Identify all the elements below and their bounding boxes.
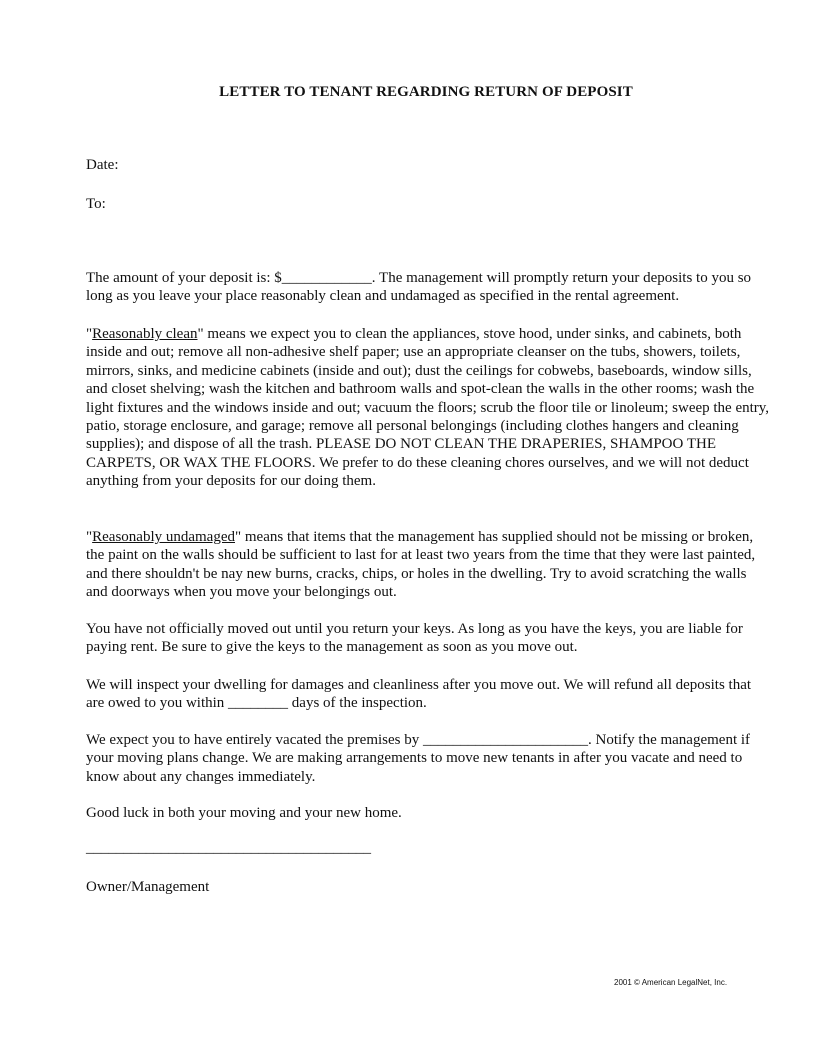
paragraph-text: Good luck in both your moving and your new home.	[86, 805, 402, 821]
paragraph-inspection	[86, 676, 770, 713]
date-label: Date:	[86, 157, 119, 173]
paragraph-deposit-amount	[86, 269, 770, 306]
paragraph-good-luck	[86, 804, 770, 822]
term-reasonably-clean: Reasonably clean	[92, 326, 198, 342]
paragraph-text: means that items that the management has supplied should not be missing or broken, the paint on the walls should be sufficient to last for at least two years from the time that they were last painted, and there shouldn't be nay new burns, cracks, chips, or holes in the dwelling. Try to avoid scratching the walls and doorways when you move your belongings out.	[86, 529, 756, 601]
paragraph-text: We expect you to have entirely vacated the premises by ______________________. Notify the management if your moving plans change. We are making arrangements to move new tenants in after you vacate and need to know about any changes immediately.	[86, 732, 751, 785]
paragraph-text: means we expect you to clean the appliances, stove hood, under sinks, and cabinets, both inside and out; remove all non-adhesive shelf paper; use an appropriate cleanser on the tubs, showers, toilets, mirrors, sinks, and medicine cabinets (inside and out); dust the ceilings for cobwebs, baseboards, window sills, and closet shelving; wash the kitchen and bathroom walls and spot-clean the walls in the other rooms; wash the light fixtures and the windows inside and out; vacuum the floors; scrub the floor tile or linoleum; sweep the entry, patio, storage enclosure, and garage; remove all personal belongings (including clothes hangers and cleaning supplies); and dispose of all the trash. PLEASE DO NOT CLEAN THE DRAPERIES, SHAMPOO THE CARPETS, OR WAX THE FLOORS. We prefer to do these cleaning chores ourselves, and we will not deduct anything from your deposits for our doing them.	[86, 326, 770, 490]
signature-label: Owner/Management	[86, 879, 210, 895]
paragraph-text: We will inspect your dwelling for damages and cleanliness after you move out. We will refund all deposits that are owed to you within ________ days of the inspection.	[86, 677, 752, 712]
to-label: To:	[86, 196, 106, 212]
paragraph-keys	[86, 620, 770, 657]
document-title: LETTER TO TENANT REGARDING RETURN OF DEPOSIT	[219, 84, 633, 100]
copyright-notice: 2001 © American LegalNet, Inc.	[614, 978, 728, 987]
paragraph-vacate	[86, 731, 770, 786]
paragraph-reasonably-clean: "Reasonably clean" means we expect you to clean the appliances, stove hood, under sinks, and cabinets, both inside and out; remove all non-adhesive shelf paper; use an appropriate cleanser on the tubs, showers, toilets, mirrors, sinks, and medicine cabinets (inside and out); dust the ceilings for cobwebs, baseboards, window sills, and closet shelving; wash the kitchen and bathroom walls and spot-clean the walls in the other rooms; wash the light fixtures and the windows inside and out; vacuum the floors; scrub the floor tile or linoleum; sweep the entry, patio, storage enclosure, and garage; remove all personal belongings (including clothes hangers and cleaning supplies); and dispose of all the trash. PLEASE DO NOT CLEAN THE DRAPERIES, SHAMPOO THE CARPETS, OR WAX THE FLOORS. We prefer to do these cleaning chores ourselves, and we will not deduct anything from your deposits for our doing them.	[86, 326, 770, 490]
paragraph-text: The amount of your deposit is: $____________. The management will promptly return your deposits to you so long as you leave your place reasonably clean and undamaged as specified in the rental agreement.	[86, 270, 752, 305]
paragraph-text: You have not officially moved out until you return your keys. As long as you have the keys, you are liable for paying rent. Be sure to give the keys to the management as soon as you move out.	[86, 621, 743, 656]
signature-line: ______________________________________	[86, 840, 371, 856]
term-reasonably-undamaged: Reasonably undamaged	[92, 529, 235, 545]
paragraph-reasonably-undamaged: "Reasonably undamaged" means that items that the management has supplied should not be missing or broken, the paint on the walls should be sufficient to last for at least two years from the time that they were last painted, and there shouldn't be nay new burns, cracks, chips, or holes in the dwelling. Try to avoid scratching the walls and doorways when you move your belongings out.	[86, 529, 756, 601]
